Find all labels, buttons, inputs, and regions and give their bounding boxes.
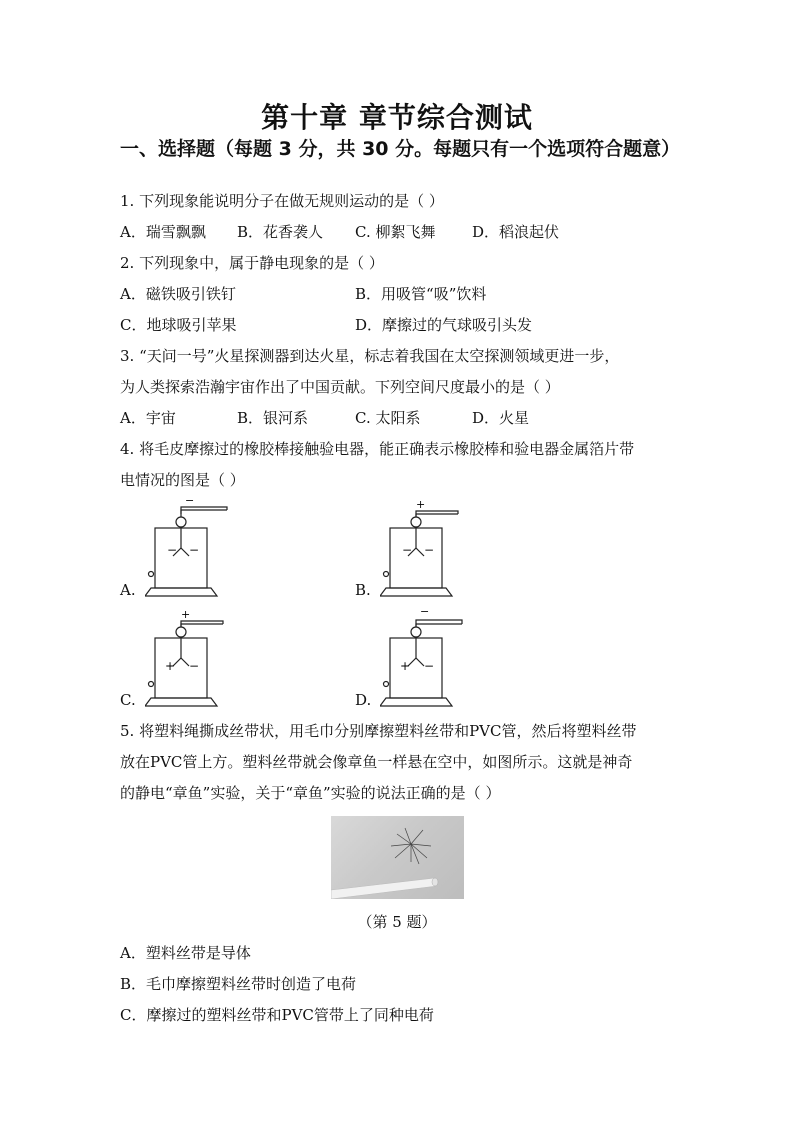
rod-charge-c: +	[181, 608, 191, 621]
rod-charge-d: −	[420, 605, 430, 618]
section-heading: 一、选择题（每题 3 分，共 30 分。每题只有一个选项符合题意）	[120, 138, 681, 160]
leaf-left-charge-b: −	[402, 543, 413, 557]
q1-option-a: A．瑞雪飘飘	[120, 223, 206, 241]
question-5-stem-line2: 放在PVC管上方。塑料丝带就会像章鱼一样悬在空中，如图所示。这就是神奇	[120, 753, 633, 771]
q2-option-b: B．用吸管“吸”饮料	[355, 285, 487, 303]
q3-option-d: D．火星	[472, 409, 530, 427]
question-5-stem-line3: 的静电“章鱼”实验，关于“章鱼”实验的说法正确的是（ ）	[120, 784, 501, 802]
leaf-right-charge-c: −	[189, 659, 200, 673]
figure-d-label: D.	[355, 691, 372, 709]
leaf-left-charge-d: +	[400, 659, 411, 673]
leaf-left-charge-a: −	[167, 543, 178, 557]
octopus-experiment-photo	[331, 816, 464, 899]
q2-option-d: D．摩擦过的气球吸引头发	[355, 316, 533, 334]
q5-option-b: B．毛巾摩擦塑料丝带时创造了电荷	[120, 975, 357, 993]
question-4-stem-line1: 4. 将毛皮摩擦过的橡胶棒接触验电器，能正确表示橡胶棒和验电器金属箔片带	[120, 440, 635, 458]
question-4-stem-line2: 电情况的图是（ ）	[120, 471, 245, 489]
q2-option-a: A．磁铁吸引铁钉	[120, 285, 236, 303]
q1-option-b: B．花香袭人	[237, 223, 324, 241]
question-3-stem-line2: 为人类探索浩瀚宇宙作出了中国贡献。下列空间尺度最小的是（ ）	[120, 378, 560, 396]
figure-caption: （第 5 题）	[357, 913, 437, 931]
rod-charge-b: +	[416, 498, 426, 511]
question-1-stem: 1. 下列现象能说明分子在做无规则运动的是（ ）	[120, 192, 444, 210]
q5-option-a: A．塑料丝带是导体	[120, 944, 251, 962]
q3-option-b: B．银河系	[237, 409, 309, 427]
leaf-right-charge-d: −	[424, 659, 435, 673]
leaf-right-charge-b: −	[424, 543, 435, 557]
question-2-stem: 2. 下列现象中，属于静电现象的是（ ）	[120, 254, 384, 272]
q1-option-c: C. 柳絮飞舞	[355, 223, 436, 241]
figure-c-label: C.	[120, 691, 136, 709]
q1-option-d: D．稻浪起伏	[472, 223, 560, 241]
q3-option-a: A．宇宙	[120, 409, 176, 427]
electroscope-figure-c	[145, 608, 245, 714]
question-5-stem-line1: 5. 将塑料绳撕成丝带状，用毛巾分别摩擦塑料丝带和PVC管，然后将塑料丝带	[120, 722, 637, 740]
q3-option-c: C. 太阳系	[355, 409, 421, 427]
page-title: 第十章 章节综合测试	[261, 101, 533, 134]
leaf-left-charge-c: +	[165, 659, 176, 673]
electroscope-figure-a	[145, 498, 245, 604]
q5-option-c: C．摩擦过的塑料丝带和PVC管带上了同种电荷	[120, 1006, 434, 1024]
electroscope-figure-b	[380, 498, 480, 604]
leaf-right-charge-a: −	[189, 543, 200, 557]
rod-charge-a: −	[185, 498, 195, 507]
figure-b-label: B.	[355, 581, 371, 599]
figure-a-label: A.	[120, 581, 136, 599]
question-3-stem-line1: 3. “天问一号”火星探测器到达火星，标志着我国在太空探测领域更进一步，	[120, 347, 620, 365]
electroscope-figure-d	[380, 604, 480, 714]
q2-option-c: C．地球吸引苹果	[120, 316, 237, 334]
